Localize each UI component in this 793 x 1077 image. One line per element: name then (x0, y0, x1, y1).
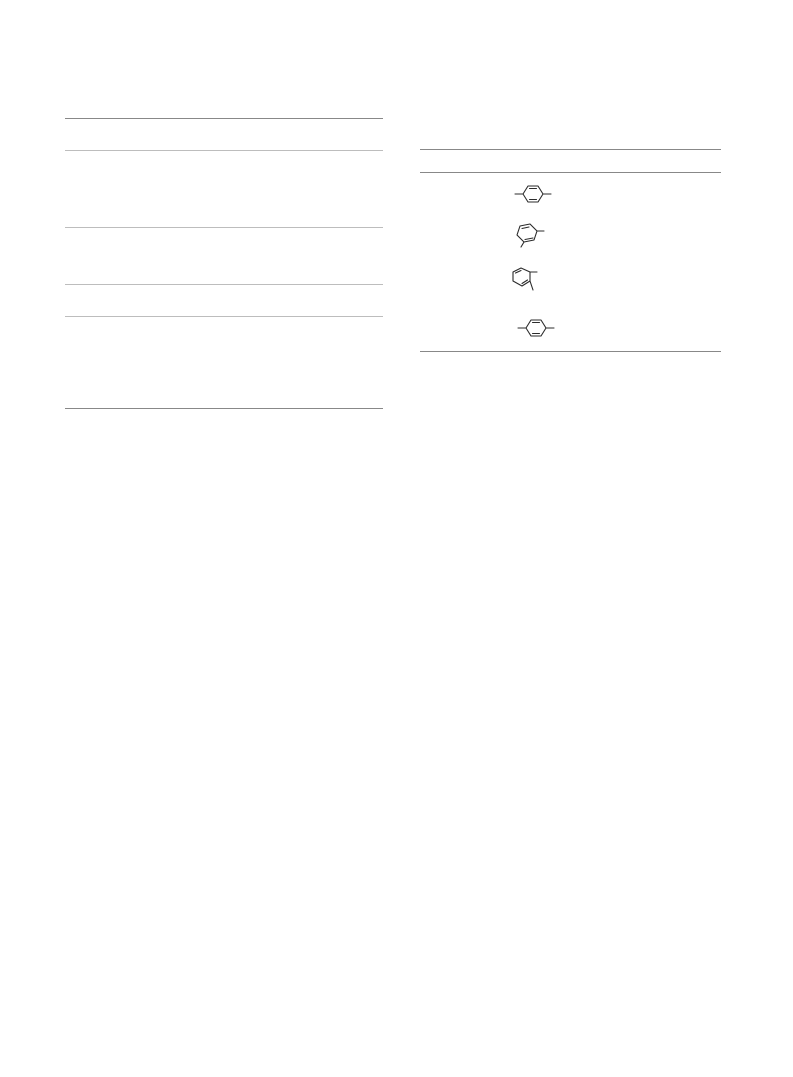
left-table-top-rule (65, 118, 383, 119)
para-phenylene-icon (517, 317, 555, 339)
left-table-row-divider (65, 227, 383, 228)
left-table-bottom-rule (65, 408, 383, 409)
right-table-bottom-rule (420, 351, 721, 352)
para-phenylene-icon (514, 183, 552, 205)
ortho-phenylene-icon (509, 266, 543, 294)
left-table-row-divider (65, 316, 383, 317)
left-table-row-divider (65, 284, 383, 285)
meta-phenylene-icon (512, 222, 548, 248)
right-table-top-rule (420, 149, 721, 150)
right-table-header-rule (420, 172, 721, 173)
left-table-header-rule (65, 150, 383, 151)
